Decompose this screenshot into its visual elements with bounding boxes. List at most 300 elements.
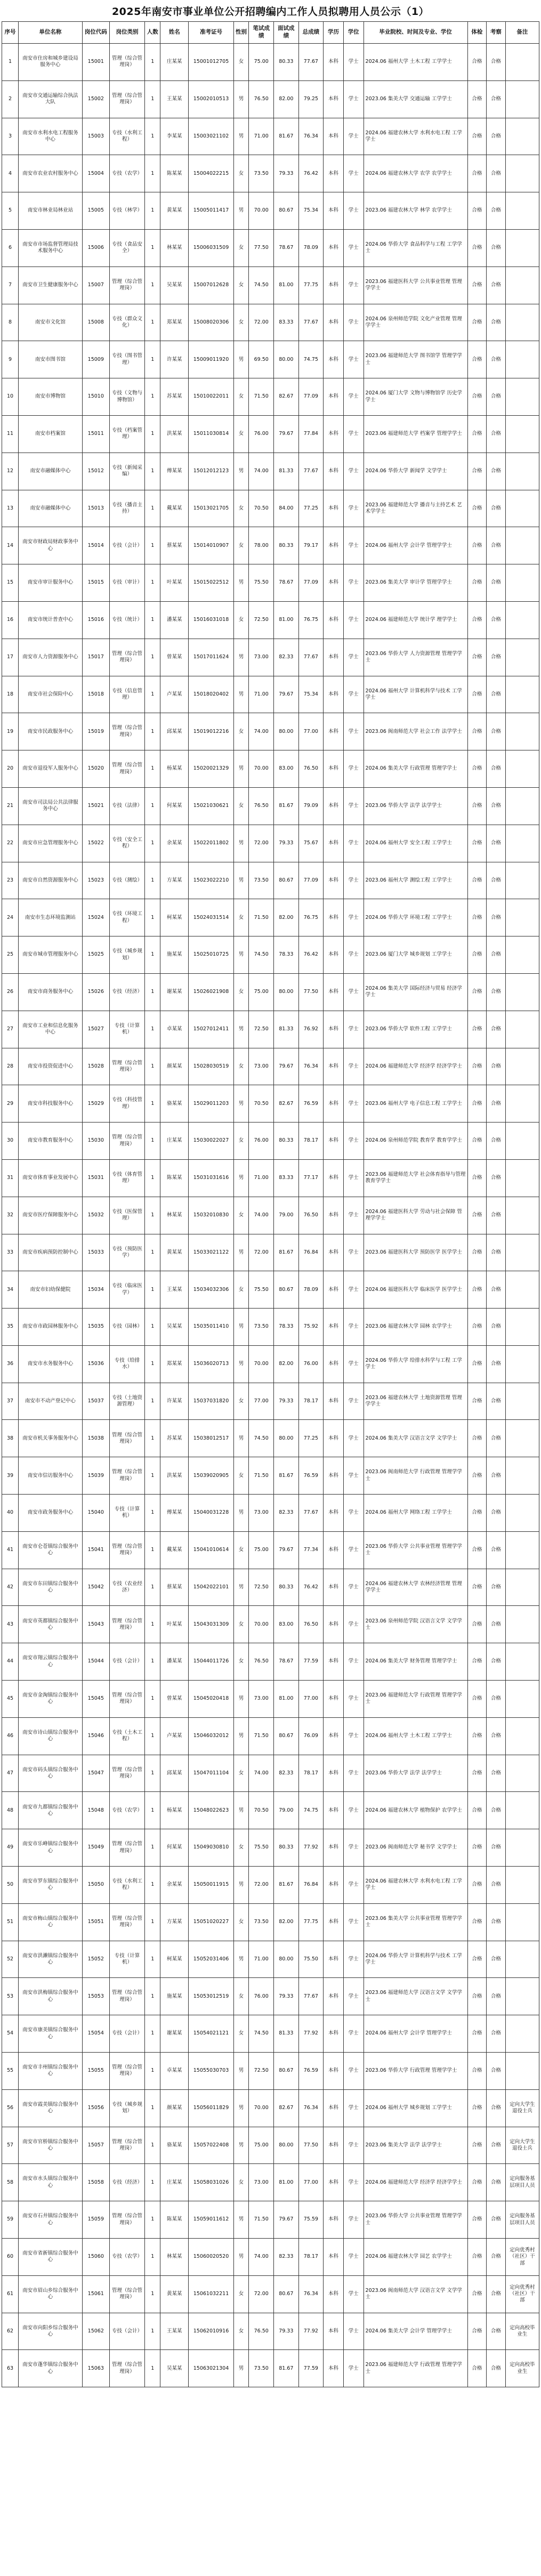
cell-written-score: 76.50	[249, 80, 274, 118]
cell-remark	[505, 1681, 539, 1718]
cell-gender: 女	[233, 1643, 249, 1681]
cell-quota: 1	[145, 44, 160, 81]
cell-unit-name: 南安市医疗保障服务中心	[19, 1197, 83, 1234]
cell-unit-name: 南安市水利水电工程服务中心	[19, 118, 83, 155]
cell-total-score: 76.34	[298, 2275, 324, 2313]
cell-quota: 1	[145, 118, 160, 155]
cell-total-score: 77.92	[298, 1829, 324, 1867]
cell-total-score: 76.34	[298, 2089, 324, 2127]
cell-remark: 定向高校毕业生	[505, 2350, 539, 2387]
table-row	[2, 862, 539, 899]
cell-interview-score: 82.33	[274, 1495, 299, 1532]
cell-quota: 1	[145, 639, 160, 676]
cell-written-score: 69.50	[249, 341, 274, 378]
cell-exam-number: 15008020306	[189, 304, 233, 341]
cell-degree: 学士	[343, 80, 364, 118]
cell-degree: 学士	[343, 601, 364, 639]
cell-quota: 1	[145, 304, 160, 341]
table-row	[2, 1606, 539, 1643]
cell-inspection: 合格	[487, 1085, 505, 1123]
cell-education: 本科	[324, 2239, 344, 2276]
cell-education: 本科	[324, 564, 344, 602]
cell-remark: 定向优秀村（社区）干部	[505, 2275, 539, 2313]
cell-interview-score: 79.67	[274, 2201, 299, 2239]
table-row	[2, 527, 539, 564]
cell-post-code: 15020	[82, 750, 109, 788]
cell-quota: 1	[145, 2313, 160, 2350]
cell-remark	[505, 564, 539, 602]
cell-gender: 男	[233, 639, 249, 676]
cell-school-info: 2023.06 闽南师范大学 汉语言文学 文学学士	[364, 2275, 467, 2313]
cell-post-code: 15037	[82, 1383, 109, 1420]
table-row	[2, 378, 539, 416]
cell-interview-score: 82.33	[274, 2239, 299, 2276]
cell-physical-exam: 合格	[467, 267, 486, 304]
cell-gender: 男	[233, 1792, 249, 1829]
cell-school-info: 2023.06 福州大学 测绘工程 工学学士	[364, 862, 467, 899]
cell-written-score: 75.50	[249, 1829, 274, 1867]
cell-post-type: 专技（科技管理）	[109, 1085, 145, 1123]
cell-inspection: 合格	[487, 2201, 505, 2239]
cell-post-type: 管理（综合管理岗）	[109, 1978, 145, 2015]
cell-name: 庄某某	[160, 2164, 189, 2201]
cell-quota: 1	[145, 1755, 160, 1792]
cell-degree: 学士	[343, 118, 364, 155]
cell-gender: 女	[233, 1531, 249, 1569]
cell-inspection: 合格	[487, 2015, 505, 2053]
cell-interview-score: 80.67	[274, 1717, 299, 1755]
cell-exam-number: 15013021705	[189, 490, 233, 527]
cell-interview-score: 81.67	[274, 2350, 299, 2387]
cell-post-type: 专技（林学）	[109, 192, 145, 230]
cell-post-type: 管理（综合管理岗）	[109, 2201, 145, 2239]
cell-remark	[505, 1383, 539, 1420]
cell-physical-exam: 合格	[467, 2015, 486, 2053]
cell-gender: 男	[233, 1717, 249, 1755]
cell-gender: 女	[233, 1048, 249, 1085]
cell-written-score: 71.50	[249, 1717, 274, 1755]
cell-remark	[505, 2015, 539, 2053]
cell-name: 郑某某	[160, 304, 189, 341]
cell-interview-score: 81.00	[274, 267, 299, 304]
column-header-school-info: 毕业院校、时间及专业、学位	[364, 22, 467, 44]
cell-physical-exam: 合格	[467, 676, 486, 713]
cell-post-type: 专技（会计）	[109, 1643, 145, 1681]
cell-exam-number: 15040031228	[189, 1495, 233, 1532]
cell-school-info: 2024.06 福建农林大学 水利水电工程 工学学士	[364, 1867, 467, 1904]
cell-physical-exam: 合格	[467, 490, 486, 527]
cell-inspection: 合格	[487, 527, 505, 564]
cell-index: 18	[2, 676, 19, 713]
cell-quota: 1	[145, 155, 160, 192]
cell-unit-name: 南安市档案馆	[19, 415, 83, 453]
cell-written-score: 71.50	[249, 1457, 274, 1495]
cell-name: 许某某	[160, 1383, 189, 1420]
cell-index: 32	[2, 1197, 19, 1234]
cell-school-info: 2024.06 福建农林大学 农学 农学学士	[364, 155, 467, 192]
cell-quota: 1	[145, 1085, 160, 1123]
table-row	[2, 1197, 539, 1234]
cell-written-score: 74.00	[249, 2239, 274, 2276]
cell-education: 本科	[324, 267, 344, 304]
cell-post-code: 15049	[82, 1829, 109, 1867]
cell-index: 9	[2, 341, 19, 378]
cell-inspection: 合格	[487, 2350, 505, 2387]
cell-quota: 1	[145, 1345, 160, 1383]
table-row	[2, 713, 539, 750]
cell-post-type: 管理（综合管理岗）	[109, 1457, 145, 1495]
column-header-name: 姓名	[160, 22, 189, 44]
cell-written-score: 73.00	[249, 2164, 274, 2201]
cell-name: 蔡某某	[160, 1569, 189, 1606]
table-row	[2, 899, 539, 936]
cell-post-code: 15050	[82, 1867, 109, 1904]
cell-written-score: 75.00	[249, 973, 274, 1011]
cell-written-score: 73.00	[249, 1048, 274, 1085]
table-row	[2, 564, 539, 602]
cell-physical-exam: 合格	[467, 453, 486, 490]
cell-quota: 1	[145, 80, 160, 118]
cell-quota: 1	[145, 1829, 160, 1867]
cell-education: 本科	[324, 1345, 344, 1383]
cell-physical-exam: 合格	[467, 2239, 486, 2276]
cell-degree: 学士	[343, 2239, 364, 2276]
column-header-quota: 人数	[145, 22, 160, 44]
cell-unit-name: 南安市农业农村服务中心	[19, 155, 83, 192]
cell-name: 施某某	[160, 1978, 189, 2015]
cell-school-info: 2024.06 集美大学 财务管理 管理学学士	[364, 1643, 467, 1681]
cell-gender: 女	[233, 304, 249, 341]
cell-school-info: 2024.06 福州大学 安全工程 工学学士	[364, 825, 467, 862]
cell-remark	[505, 1309, 539, 1346]
cell-remark	[505, 1457, 539, 1495]
cell-post-code: 15040	[82, 1495, 109, 1532]
cell-degree: 学士	[343, 1345, 364, 1383]
cell-education: 本科	[324, 1829, 344, 1867]
cell-inspection: 合格	[487, 1792, 505, 1829]
cell-written-score: 77.50	[249, 229, 274, 267]
cell-name: 洪某某	[160, 415, 189, 453]
cell-name: 庄某某	[160, 44, 189, 81]
cell-index: 25	[2, 936, 19, 974]
cell-physical-exam: 合格	[467, 44, 486, 81]
cell-gender: 女	[233, 378, 249, 416]
cell-school-info: 2024.06 集美大学 行政管理 管理学学士	[364, 750, 467, 788]
cell-post-type: 专技（食品安全）	[109, 229, 145, 267]
table-row	[2, 1531, 539, 1569]
cell-inspection: 合格	[487, 1048, 505, 1085]
cell-index: 57	[2, 2127, 19, 2164]
cell-exam-number: 15025010725	[189, 936, 233, 974]
cell-remark	[505, 899, 539, 936]
cell-inspection: 合格	[487, 1867, 505, 1904]
cell-degree: 学士	[343, 341, 364, 378]
cell-quota: 1	[145, 1717, 160, 1755]
cell-physical-exam: 合格	[467, 1048, 486, 1085]
cell-physical-exam: 合格	[467, 1383, 486, 1420]
cell-inspection: 合格	[487, 1829, 505, 1867]
column-header-total-score: 总成绩	[298, 22, 324, 44]
cell-unit-name: 南安市不动产登记中心	[19, 1383, 83, 1420]
cell-education: 本科	[324, 1978, 344, 2015]
cell-inspection: 合格	[487, 2164, 505, 2201]
cell-quota: 1	[145, 1681, 160, 1718]
cell-name: 许某某	[160, 341, 189, 378]
cell-quota: 1	[145, 341, 160, 378]
cell-post-code: 15051	[82, 1903, 109, 1941]
cell-total-score: 77.50	[298, 2127, 324, 2164]
cell-interview-score: 78.67	[274, 1643, 299, 1681]
cell-inspection: 合格	[487, 676, 505, 713]
cell-unit-name: 南安市人力资源服务中心	[19, 639, 83, 676]
cell-index: 22	[2, 825, 19, 862]
cell-physical-exam: 合格	[467, 527, 486, 564]
table-row	[2, 2053, 539, 2090]
table-row	[2, 453, 539, 490]
cell-exam-number: 15006031509	[189, 229, 233, 267]
cell-written-score: 75.50	[249, 564, 274, 602]
cell-unit-name: 南安市司法局公共法律服务中心	[19, 787, 83, 825]
cell-index: 61	[2, 2275, 19, 2313]
cell-index: 47	[2, 1755, 19, 1792]
cell-exam-number: 15059011612	[189, 2201, 233, 2239]
cell-degree: 学士	[343, 1681, 364, 1718]
cell-name: 方某某	[160, 862, 189, 899]
cell-education: 本科	[324, 1123, 344, 1160]
cell-school-info: 2024.06 福州大学 计算机科学与技术 工学学士	[364, 676, 467, 713]
cell-post-code: 15019	[82, 713, 109, 750]
cell-physical-exam: 合格	[467, 1755, 486, 1792]
cell-education: 本科	[324, 1383, 344, 1420]
table-row	[2, 1048, 539, 1085]
cell-interview-score: 81.67	[274, 1457, 299, 1495]
cell-remark: 定向优秀村（社区）干部	[505, 2239, 539, 2276]
cell-index: 41	[2, 1531, 19, 1569]
cell-post-type: 管理（综合管理岗）	[109, 2127, 145, 2164]
cell-degree: 学士	[343, 378, 364, 416]
cell-post-code: 15046	[82, 1717, 109, 1755]
cell-total-score: 77.09	[298, 378, 324, 416]
cell-education: 本科	[324, 155, 344, 192]
table-row	[2, 1123, 539, 1160]
cell-physical-exam: 合格	[467, 341, 486, 378]
table-row	[2, 2164, 539, 2201]
cell-education: 本科	[324, 1495, 344, 1532]
cell-index: 14	[2, 527, 19, 564]
cell-education: 本科	[324, 787, 344, 825]
cell-post-type: 管理（综合管理岗）	[109, 639, 145, 676]
cell-exam-number: 15017011624	[189, 639, 233, 676]
table-row	[2, 415, 539, 453]
cell-school-info: 2024.06 福州大学 土木工程 工学学士	[364, 44, 467, 81]
cell-total-score: 75.34	[298, 676, 324, 713]
cell-inspection: 合格	[487, 1681, 505, 1718]
cell-index: 10	[2, 378, 19, 416]
cell-post-type: 管理（综合管理岗）	[109, 1123, 145, 1160]
cell-name: 陈某某	[160, 155, 189, 192]
cell-school-info: 2023.06 集美大学 交通运输 工学学士	[364, 80, 467, 118]
cell-total-score: 77.67	[298, 639, 324, 676]
cell-physical-exam: 合格	[467, 378, 486, 416]
cell-education: 本科	[324, 2053, 344, 2090]
cell-school-info: 2023.06 华侨大学 人力资源管理 管理学学士	[364, 639, 467, 676]
cell-interview-score: 80.00	[274, 973, 299, 1011]
cell-unit-name: 南安市石井镇综合服务中心	[19, 2201, 83, 2239]
cell-school-info: 2024.06 福建农林大学 农林经济管理 管理学学士	[364, 1569, 467, 1606]
cell-name: 林某某	[160, 229, 189, 267]
cell-post-code: 15033	[82, 1234, 109, 1271]
cell-school-info: 2023.06 闽南师范大学 秘书学 文学学士	[364, 1829, 467, 1867]
cell-post-type: 专技（会计）	[109, 2015, 145, 2053]
cell-degree: 学士	[343, 936, 364, 974]
cell-inspection: 合格	[487, 192, 505, 230]
table-row	[2, 2015, 539, 2053]
cell-post-type: 专技（城乡规划）	[109, 2089, 145, 2127]
page-title: 2025年南安市事业单位公开招聘编内工作人员拟聘用人员公示（1）	[111, 6, 430, 18]
cell-quota: 1	[145, 1792, 160, 1829]
cell-name: 邱某某	[160, 1755, 189, 1792]
cell-exam-number: 15018020402	[189, 676, 233, 713]
cell-gender: 男	[233, 2239, 249, 2276]
table-row	[2, 2127, 539, 2164]
cell-gender: 女	[233, 601, 249, 639]
table-row	[2, 341, 539, 378]
column-header-interview-score: 面试成绩	[274, 22, 299, 44]
cell-inspection: 合格	[487, 750, 505, 788]
cell-remark: 定向高校毕业生	[505, 2313, 539, 2350]
candidate-table	[2, 21, 539, 2387]
cell-physical-exam: 合格	[467, 2350, 486, 2387]
cell-quota: 1	[145, 1048, 160, 1085]
cell-total-score: 78.17	[298, 1123, 324, 1160]
cell-remark	[505, 601, 539, 639]
cell-physical-exam: 合格	[467, 825, 486, 862]
cell-unit-name: 南安市霞美镇综合服务中心	[19, 2089, 83, 2127]
table-row	[2, 80, 539, 118]
cell-index: 44	[2, 1643, 19, 1681]
cell-quota: 1	[145, 1197, 160, 1234]
cell-unit-name: 南安市统计普查中心	[19, 601, 83, 639]
cell-gender: 男	[233, 1867, 249, 1904]
cell-index: 48	[2, 1792, 19, 1829]
cell-interview-score: 80.33	[274, 1829, 299, 1867]
cell-written-score: 76.50	[249, 2313, 274, 2350]
cell-post-type: 管理（综合管理岗）	[109, 1048, 145, 1085]
cell-name: 颜某某	[160, 2089, 189, 2127]
cell-total-score: 77.59	[298, 1643, 324, 1681]
cell-degree: 学士	[343, 1606, 364, 1643]
table-row	[2, 825, 539, 862]
column-header-unit-name: 单位名称	[19, 22, 83, 44]
cell-total-score: 78.17	[298, 1755, 324, 1792]
cell-quota: 1	[145, 1941, 160, 1978]
cell-inspection: 合格	[487, 1383, 505, 1420]
cell-gender: 男	[233, 676, 249, 713]
table-row	[2, 787, 539, 825]
cell-written-score: 72.50	[249, 1011, 274, 1048]
cell-interview-score: 82.33	[274, 639, 299, 676]
cell-written-score: 74.50	[249, 1420, 274, 1457]
cell-gender: 男	[233, 2201, 249, 2239]
cell-post-code: 15059	[82, 2201, 109, 2239]
cell-education: 本科	[324, 1755, 344, 1792]
cell-written-score: 71.00	[249, 676, 274, 713]
cell-interview-score: 83.00	[274, 1606, 299, 1643]
cell-post-type: 专技（农学）	[109, 2239, 145, 2276]
cell-school-info: 2024.06 厦门大学 文物与博物馆学 历史学学士	[364, 378, 467, 416]
cell-quota: 1	[145, 378, 160, 416]
cell-remark	[505, 490, 539, 527]
cell-interview-score: 83.33	[274, 1159, 299, 1197]
cell-name: 曾某某	[160, 1681, 189, 1718]
cell-physical-exam: 合格	[467, 2053, 486, 2090]
table-row	[2, 1085, 539, 1123]
cell-post-code: 15055	[82, 2053, 109, 2090]
cell-education: 本科	[324, 1717, 344, 1755]
cell-total-score: 77.84	[298, 415, 324, 453]
cell-exam-number: 15027012411	[189, 1011, 233, 1048]
cell-name: 施某某	[160, 936, 189, 974]
cell-quota: 1	[145, 973, 160, 1011]
cell-post-type: 专技（播音主持）	[109, 490, 145, 527]
cell-post-type: 专技（农业经济）	[109, 1569, 145, 1606]
cell-post-code: 15029	[82, 1085, 109, 1123]
cell-school-info: 2023.06 福建医科大学 预防医学 医学学士	[364, 1234, 467, 1271]
table-row	[2, 192, 539, 230]
cell-written-score: 70.00	[249, 750, 274, 788]
cell-degree: 学士	[343, 750, 364, 788]
table-row	[2, 304, 539, 341]
cell-total-score: 76.50	[298, 1606, 324, 1643]
cell-total-score: 76.34	[298, 1048, 324, 1085]
cell-degree: 学士	[343, 564, 364, 602]
cell-physical-exam: 合格	[467, 1569, 486, 1606]
cell-index: 49	[2, 1829, 19, 1867]
cell-physical-exam: 合格	[467, 2089, 486, 2127]
cell-index: 45	[2, 1681, 19, 1718]
cell-education: 本科	[324, 453, 344, 490]
cell-quota: 1	[145, 1867, 160, 1904]
cell-unit-name: 南安市体育事业发展中心	[19, 1159, 83, 1197]
cell-remark	[505, 341, 539, 378]
cell-post-code: 15038	[82, 1420, 109, 1457]
cell-gender: 男	[233, 1345, 249, 1383]
cell-index: 1	[2, 44, 19, 81]
cell-degree: 学士	[343, 1011, 364, 1048]
cell-unit-name: 南安市应急管理服务中心	[19, 825, 83, 862]
cell-remark	[505, 192, 539, 230]
cell-degree: 学士	[343, 2164, 364, 2201]
cell-physical-exam: 合格	[467, 1011, 486, 1048]
column-header-index: 序号	[2, 22, 19, 44]
cell-physical-exam: 合格	[467, 1978, 486, 2015]
cell-exam-number: 15053012519	[189, 1978, 233, 2015]
cell-remark	[505, 1941, 539, 1978]
cell-school-info: 2023.06 闽南师范大学 社会工作 法学学士	[364, 713, 467, 750]
cell-total-score: 75.67	[298, 825, 324, 862]
cell-post-code: 15045	[82, 1681, 109, 1718]
cell-inspection: 合格	[487, 1531, 505, 1569]
cell-quota: 1	[145, 2015, 160, 2053]
cell-name: 谢某某	[160, 2015, 189, 2053]
cell-post-code: 15027	[82, 1011, 109, 1048]
cell-gender: 女	[233, 1829, 249, 1867]
cell-physical-exam: 合格	[467, 1495, 486, 1532]
cell-post-type: 专技（会计）	[109, 527, 145, 564]
cell-post-code: 15024	[82, 899, 109, 936]
cell-gender: 女	[233, 1383, 249, 1420]
cell-post-code: 15034	[82, 1271, 109, 1309]
